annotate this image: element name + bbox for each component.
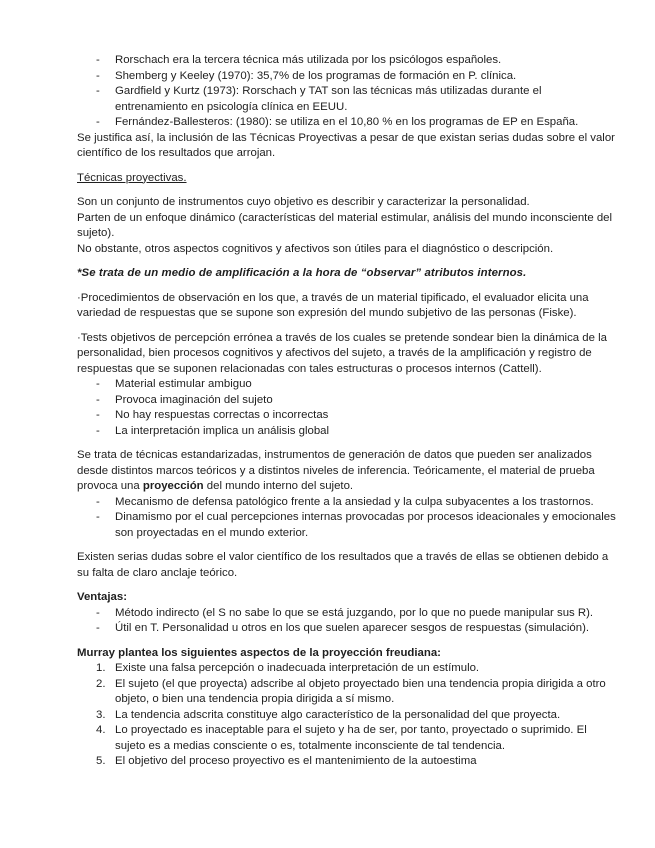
definition-line-2: Parten de un enfoque dinámico (características del material estimular, análisis del mundo inconsciente del sujeto).: [77, 211, 613, 239]
list-item: - Provoca imaginación del sujeto: [77, 393, 617, 409]
definition-line-1: Son un conjunto de instrumentos cuyo objetivo es describir y caracterizar la personalidad.: [77, 196, 530, 208]
item-number: 4.: [96, 724, 106, 736]
list-item: - Fernández-Ballesteros: (1980): se utiliza en el 10,80 % en los programas de EP en España.: [77, 115, 617, 131]
item-number: 3.: [96, 708, 106, 721]
standardized-text-end: del mundo interno del sujeto.: [203, 480, 354, 492]
item-number: 1.: [96, 662, 106, 674]
definition-line-3: No obstante, otros aspectos cognitivos y afectivos son útiles para el diagnóstico o descripción.: [77, 242, 554, 255]
item-number: 5.: [96, 755, 106, 767]
list-item: - Mecanismo de defensa patológico frente a la ansiedad y la culpa subyacentes a los trastornos.: [77, 495, 617, 511]
item-text: La tendencia adscrita constituye algo característico de la personalidad del que proyecta.: [115, 708, 561, 721]
standardized-paragraph: [77, 448, 617, 495]
list-item: [77, 754, 617, 770]
list-item: - Método indirecto (el S no sabe lo que se está juzgando, por lo que no puede manipular sus R).: [77, 606, 617, 622]
list-item: - Dinamismo por el cual percepciones internas provocadas por procesos ideacionales y emocionales son proyectadas en el mundo exterior.: [77, 510, 617, 541]
projection-term: proyección: [142, 480, 204, 492]
standardized-text: Se trata de técnicas estandarizadas, instrumentos de generación de datos que pueden ser analizados desde distintos marcos teóricos y a distintos niveles de inferencia. Teóricamente, el material de prueba provoca una: [77, 449, 595, 492]
item-number: 2.: [96, 677, 106, 690]
list-item: [77, 661, 617, 677]
list-item: - Shemberg y Keeley (1970): 35,7% de los programas de formación en P. clínica.: [77, 69, 617, 85]
list-item: - Rorschach era la tercera técnica más utilizada por los psicólogos españoles.: [77, 53, 617, 69]
murray-title: Murray plantea los siguientes aspectos de la proyección freudiana:: [77, 646, 441, 659]
features-list: [77, 377, 617, 439]
murray-list: [77, 661, 617, 770]
advantages-list: [77, 606, 617, 637]
list-item: - Material estimular ambiguo: [77, 377, 617, 393]
tests-paragraph: ·Tests objetivos de percepción errónea a través de los cuales se pretende sondear bien la dinámica de la personalidad, bien procesos cognitivos y afectivos del sujeto, a través de la amplificación y registro de respuestas que se suponen relacionadas con tales estructuras o procesos internos (Cattell).: [77, 331, 607, 375]
item-text: El sujeto (el que proyecta) adscribe al objeto proyectado bien una tendencia propia dirigida a otro objeto, o bien una tendencia propia dirigida a sí mismo.: [115, 677, 606, 705]
highlight-note: *Se trata de un medio de amplificación a la hora de “observar” atributos internos.: [77, 267, 527, 279]
doubts-paragraph: Existen serias dudas sobre el valor científico de los resultados que a través de ellas se obtienen debido a su falta de claro anclaje teórico.: [77, 551, 609, 579]
list-item: - No hay respuestas correctas o incorrectas: [77, 408, 617, 424]
document-page: [77, 53, 617, 770]
list-item: [77, 708, 617, 724]
list-item: - Útil en T. Personalidad u otros en los que suelen aparecer sesgos de respuestas (simulación).: [77, 621, 617, 637]
intro-list: [77, 53, 617, 131]
item-text: Existe una falsa percepción o inadecuada interpretación de un estímulo.: [115, 662, 480, 674]
section-title: Técnicas proyectivas.: [77, 171, 187, 184]
item-text: Lo proyectado es inaceptable para el sujeto y ha de ser, por tanto, proyectado o suprimido. El sujeto es a medias consciente o es, totalmente inconsciente de tal tendencia.: [115, 724, 587, 752]
list-item: - La interpretación implica un análisis global: [77, 424, 617, 440]
mechanisms-list: [77, 495, 617, 542]
list-item: [77, 723, 617, 754]
justify-paragraph: Se justifica así, la inclusión de las Técnicas Proyectivas a pesar de que existan serias dudas sobre el valor científico de los resultados que arrojan.: [77, 131, 615, 159]
item-text: El objetivo del proceso proyectivo es el mantenimiento de la autoestima: [115, 755, 477, 767]
list-item: [77, 677, 617, 708]
procedures-paragraph: ·Procedimientos de observación en los que, a través de un material tipificado, el evaluador elicita una variedad de respuestas que se supone son expresión del mundo subjetivo de las personas (Fiske).: [77, 291, 589, 319]
advantages-title: Ventajas:: [77, 591, 128, 603]
list-item: - Gardfield y Kurtz (1973): Rorschach y TAT son las técnicas más utilizadas durante el entrenamiento en psicología clínica en EEUU.: [77, 84, 617, 115]
